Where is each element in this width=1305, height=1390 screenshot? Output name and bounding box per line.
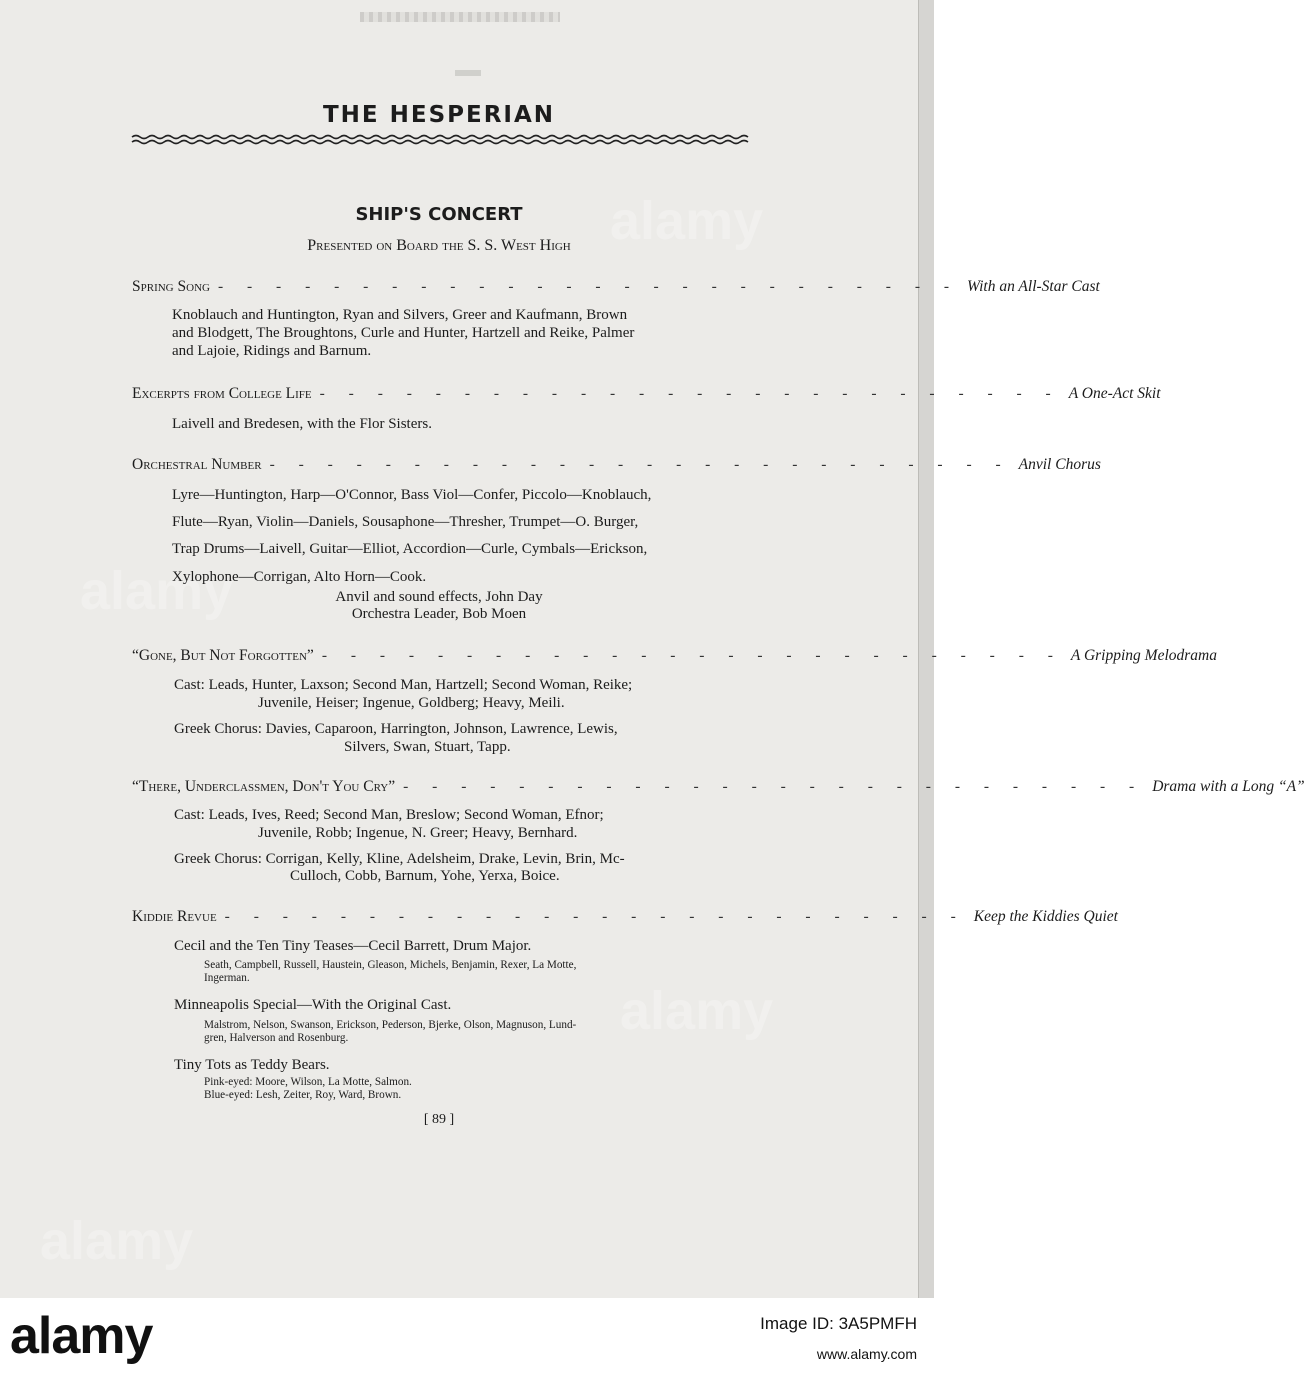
instrument-line: Trap Drums—Laivell, Guitar—Elliot, Accordion—Curle, Cymbals—Erickson,: [172, 541, 648, 557]
chorus-line: Greek Chorus: Davies, Caparoon, Harrington, Johnson, Lawrence, Lewis,: [174, 721, 618, 737]
ink-smudge: [455, 70, 481, 76]
leader-dots: - - - - - - - - - - - - - - - - - - - - - - - - - -: [403, 778, 1145, 795]
page-number: [ 89 ]: [423, 1112, 455, 1127]
program-entry: [132, 647, 1217, 665]
cast-line: and Lajoie, Ridings and Barnum.: [172, 343, 372, 359]
act-name: Orchestral Number: [132, 456, 262, 473]
watermark: alamy: [610, 191, 764, 251]
program-entry: [132, 385, 1161, 403]
cast-line: Juvenile, Heiser; Ingenue, Goldberg; Heavy, Meili.: [258, 695, 565, 711]
instrument-line: Lyre—Huntington, Harp—O'Connor, Bass Viol—Confer, Piccolo—Knoblauch,: [172, 487, 652, 503]
instrument-line: Flute—Ryan, Violin—Daniels, Sousaphone—Thresher, Trumpet—O. Burger,: [172, 514, 639, 530]
leader-dots: - - - - - - - - - - - - - - - - - - - - - - - - - -: [321, 647, 1063, 664]
alamy-logo: alamy: [10, 1307, 153, 1365]
watermark: alamy: [40, 1211, 194, 1271]
masthead: THE HESPERIAN: [322, 102, 556, 128]
chorus-line: Silvers, Swan, Stuart, Tapp.: [344, 739, 511, 755]
concert-title: SHIP'S CONCERT: [355, 204, 523, 225]
act-description: Anvil Chorus: [1018, 456, 1101, 473]
cast-line: Cast: Leads, Hunter, Laxson; Second Man, Hartzell; Second Woman, Reike;: [174, 677, 633, 693]
act-description: Keep the Kiddies Quiet: [973, 908, 1118, 925]
act-name: Spring Song: [132, 278, 210, 295]
credit-line: Orchestra Leader, Bob Moen: [351, 606, 527, 622]
segment-heading: Tiny Tots as Teddy Bears.: [174, 1057, 330, 1073]
leader-dots: - - - - - - - - - - - - - - - - - - - - - - - - - -: [319, 385, 1061, 402]
credit-line: Anvil and sound effects, John Day: [335, 589, 543, 605]
concert-subtitle: Presented on Board the S. S. West High: [307, 237, 571, 254]
image-id: Image ID: 3A5PMFH: [760, 1314, 917, 1333]
segment-heading: Minneapolis Special—With the Original Cast.: [174, 997, 452, 1013]
act-name: “There, Underclassmen, Don't You Cry”: [132, 778, 396, 795]
act-description: A One-Act Skit: [1068, 385, 1161, 402]
chorus-line: Culloch, Cobb, Barnum, Yohe, Yerxa, Boice.: [290, 868, 560, 884]
stock-url: www.alamy.com: [816, 1346, 917, 1362]
act-description: A Gripping Melodrama: [1070, 647, 1217, 664]
act-description: With an All-Star Cast: [967, 278, 1100, 295]
program-entry: [132, 456, 1101, 474]
program-entry: [132, 908, 1118, 926]
segment-cast-line: gren, Halverson and Rosenburg.: [204, 1032, 349, 1044]
leader-dots: - - - - - - - - - - - - - - - - - - - - - - - - - -: [269, 456, 1011, 473]
chorus-line: Greek Chorus: Corrigan, Kelly, Kline, Adelsheim, Drake, Levin, Brin, Mc-: [174, 851, 625, 867]
segment-cast-line: Ingerman.: [204, 972, 250, 984]
cast-line: Knoblauch and Huntington, Ryan and Silvers, Greer and Kaufmann, Brown: [172, 307, 628, 323]
segment-cast-line: Seath, Campbell, Russell, Haustein, Gleason, Michels, Benjamin, Rexer, La Motte,: [204, 959, 577, 971]
instrument-line: Xylophone—Corrigan, Alto Horn—Cook.: [172, 569, 427, 585]
act-name: Kiddie Revue: [132, 908, 217, 925]
cast-line: Juvenile, Robb; Ingenue, N. Greer; Heavy, Bernhard.: [258, 825, 578, 841]
act-name: “Gone, But Not Forgotten”: [132, 647, 314, 664]
cast-line: Cast: Leads, Ives, Reed; Second Man, Breslow; Second Woman, Efnor;: [174, 807, 604, 823]
segment-cast-line: Malstrom, Nelson, Swanson, Erickson, Pederson, Bjerke, Olson, Magnuson, Lund-: [204, 1019, 577, 1031]
leader-dots: - - - - - - - - - - - - - - - - - - - - - - - - - -: [217, 278, 960, 295]
segment-cast-line: Blue-eyed: Lesh, Zeiter, Roy, Ward, Brown.: [204, 1089, 402, 1101]
cast-line: and Blodgett, The Broughtons, Curle and Hunter, Hartzell and Reike, Palmer: [172, 325, 635, 341]
program-entry: [132, 278, 1100, 296]
wavy-rule: [132, 134, 746, 146]
program-entry: [132, 778, 1305, 796]
watermark: alamy: [80, 561, 234, 621]
segment-heading: Cecil and the Ten Tiny Teases—Cecil Barrett, Drum Major.: [174, 938, 532, 954]
ink-smudge: [360, 12, 560, 22]
act-name: Excerpts from College Life: [132, 385, 312, 402]
leader-dots: - - - - - - - - - - - - - - - - - - - - - - - - - -: [224, 908, 966, 925]
watermark: alamy: [620, 981, 774, 1041]
act-description: Drama with a Long “A”: [1152, 778, 1305, 795]
segment-cast-line: Pink-eyed: Moore, Wilson, La Motte, Salmon.: [204, 1076, 412, 1088]
cast-line: Laivell and Bredesen, with the Flor Sisters.: [172, 416, 432, 432]
